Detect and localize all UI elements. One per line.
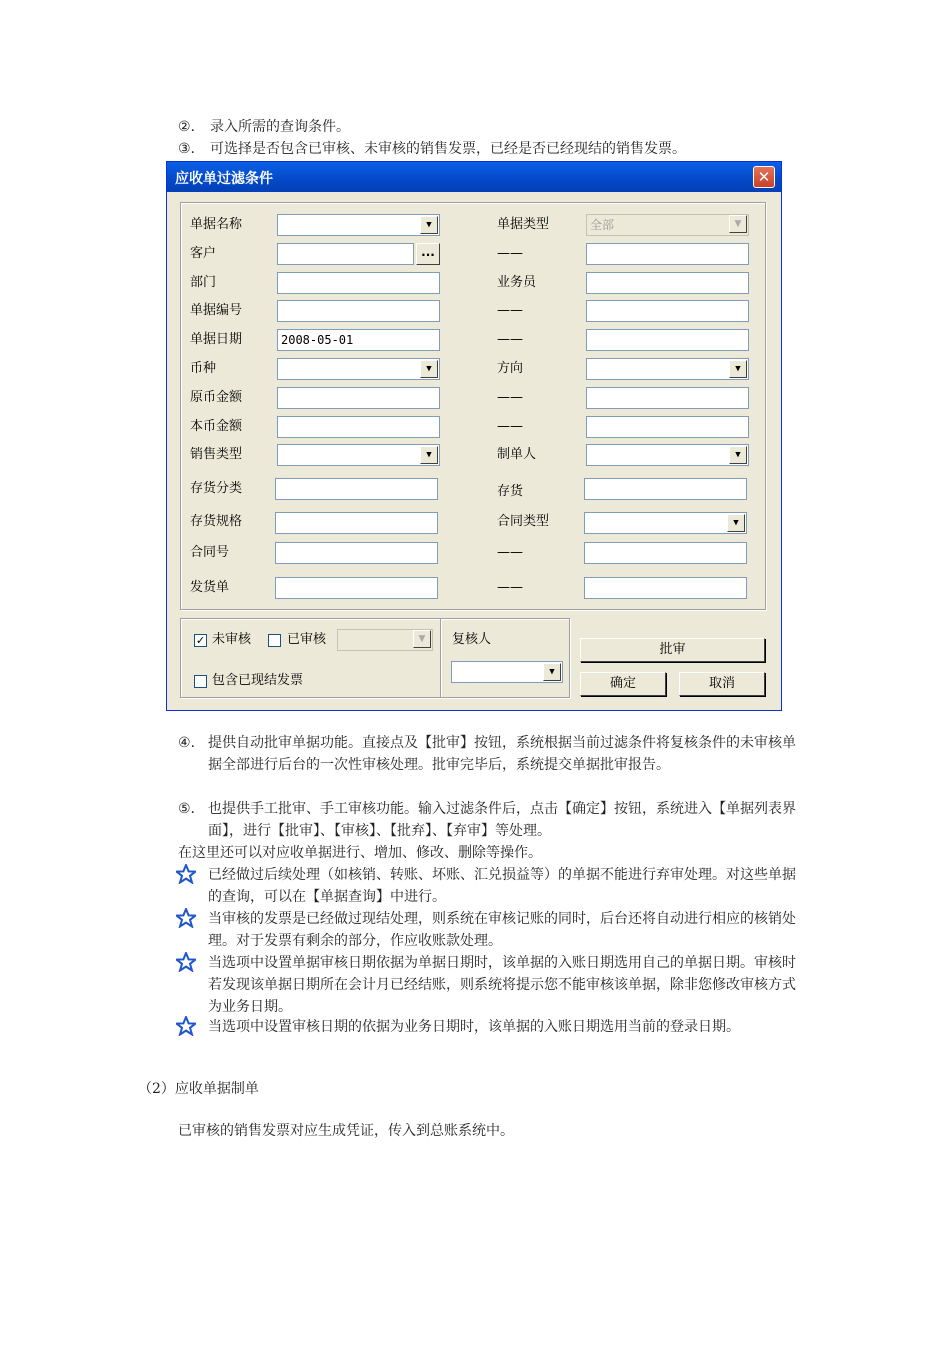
close-button[interactable]: ✕ bbox=[753, 166, 775, 188]
label-inv-spec: 存货规格 bbox=[190, 514, 243, 529]
unaudited-checkbox[interactable]: ✓ bbox=[195, 634, 206, 647]
dash-label: —— bbox=[497, 332, 523, 347]
dash-label: —— bbox=[497, 246, 523, 261]
customer-lookup-button[interactable]: ... bbox=[416, 243, 440, 265]
sales-type-select[interactable] bbox=[277, 444, 440, 466]
dept-input[interactable] bbox=[277, 272, 440, 294]
label-inv-class: 存货分类 bbox=[190, 481, 243, 496]
label-inventory: 存货 bbox=[497, 484, 524, 499]
currency-select[interactable] bbox=[277, 358, 440, 380]
note-2: 当审核的发票是已经做过现结处理，则系统在审核记账的同时，后台还将自动进行相应的核销处理。对于发票有剩余的部分，作应收账款处理。 bbox=[208, 911, 796, 949]
right-input-13[interactable] bbox=[584, 577, 747, 599]
star-icon bbox=[176, 908, 196, 928]
maker-select[interactable] bbox=[586, 444, 749, 466]
filter-dialog bbox=[166, 161, 782, 711]
right-input-8[interactable] bbox=[586, 416, 749, 438]
customer-input[interactable] bbox=[277, 243, 414, 265]
right-input-7[interactable] bbox=[586, 387, 749, 409]
step3-text: 可选择是否包含已审核、未审核的销售发票，已经是否已经现结的销售发票。 bbox=[210, 141, 686, 157]
dialog-titlebar[interactable] bbox=[167, 162, 781, 192]
unaudited-label: 未审核 bbox=[212, 632, 252, 647]
audited-checkbox[interactable] bbox=[268, 634, 281, 647]
note-1: 已经做过后续处理（如核销、转账、坏账、汇兑损益等）的单据不能进行弃审处理。对这些单据的查询，可以在【单据查询】中进行。 bbox=[208, 867, 796, 905]
doc-type-select: 全部 bbox=[586, 214, 749, 236]
star-icon bbox=[176, 952, 196, 972]
dialog-title: 应收单过滤条件 bbox=[175, 171, 273, 187]
batch-audit-button[interactable]: 批审 bbox=[580, 638, 765, 662]
inventory-input[interactable] bbox=[584, 478, 747, 500]
doc-name-select[interactable] bbox=[277, 214, 440, 236]
reviewer-label: 复核人 bbox=[452, 632, 492, 647]
label-doc-date: 单据日期 bbox=[190, 332, 243, 347]
label-sales-type: 销售类型 bbox=[190, 447, 243, 462]
doc-no-input[interactable] bbox=[277, 300, 440, 322]
dash-label: —— bbox=[497, 303, 523, 318]
label-direction: 方向 bbox=[497, 361, 524, 376]
audited-label: 已审核 bbox=[287, 632, 327, 647]
note-3: 当选项中设置单据审核日期依据为单据日期时，该单据的入账日期选用自己的单据日期。审核时若发现该单据日期所在会计月已经结账，则系统将提示您不能审核该单据，除非您修改审核方式为业务日期。 bbox=[208, 955, 796, 1015]
right-input-4[interactable] bbox=[586, 300, 749, 322]
right-input-2[interactable] bbox=[586, 243, 749, 265]
label-maker: 制单人 bbox=[497, 447, 537, 462]
chevron-down-icon[interactable]: ▼ bbox=[543, 663, 561, 681]
ok-button[interactable]: 确定 bbox=[580, 672, 666, 696]
step4-number: ④. bbox=[178, 735, 196, 751]
label-doc-no: 单据编号 bbox=[190, 303, 243, 318]
star-icon bbox=[176, 1016, 196, 1036]
chevron-down-icon[interactable]: ▼ bbox=[727, 514, 745, 532]
contract-type-select[interactable] bbox=[584, 512, 747, 534]
reviewer-select[interactable] bbox=[451, 661, 563, 683]
contract-no-input[interactable] bbox=[275, 542, 438, 564]
label-delivery: 发货单 bbox=[190, 580, 230, 595]
label-dept: 部门 bbox=[190, 275, 217, 290]
salesman-input[interactable] bbox=[586, 272, 749, 294]
chevron-down-icon: ▼ bbox=[729, 215, 747, 233]
chevron-down-icon[interactable]: ▼ bbox=[420, 446, 438, 464]
chevron-down-icon: ▼ bbox=[413, 630, 431, 648]
label-currency: 币种 bbox=[190, 361, 217, 376]
label-local-amount: 本币金额 bbox=[190, 419, 243, 434]
dash-label: —— bbox=[497, 390, 523, 405]
extra-note: 在这里还可以对应收单据进行、增加、修改、删除等操作。 bbox=[178, 845, 542, 861]
label-doc-name: 单据名称 bbox=[190, 217, 243, 232]
chevron-down-icon[interactable]: ▼ bbox=[729, 360, 747, 378]
step5-text: 也提供手工批审、手工审核功能。输入过滤条件后，点击【确定】按钮，系统进入【单据列表界面】，进行【批审】、【审核】、【批弃】、【弃审】等处理。 bbox=[208, 801, 796, 839]
right-input-12[interactable] bbox=[584, 542, 747, 564]
label-contract-no: 合同号 bbox=[190, 545, 230, 560]
label-contract-type: 合同类型 bbox=[497, 514, 550, 529]
include-settled-checkbox[interactable] bbox=[194, 675, 207, 688]
doc-date-input[interactable]: 2008-05-01 bbox=[277, 329, 440, 351]
step4-text: 提供自动批审单据功能。直接点及【批审】按钮，系统根据当前过滤条件将复核条件的未审核单据全部进行后台的一次性审核处理。批审完毕后，系统提交单据批审报告。 bbox=[208, 735, 796, 773]
step3-number: ③. bbox=[178, 141, 196, 157]
section2-body: 已审核的销售发票对应生成凭证，传入到总账系统中。 bbox=[178, 1123, 514, 1139]
label-doc-type: 单据类型 bbox=[497, 217, 550, 232]
delivery-input[interactable] bbox=[275, 577, 438, 599]
right-input-5[interactable] bbox=[586, 329, 749, 351]
dash-label: —— bbox=[497, 580, 523, 595]
direction-select[interactable] bbox=[586, 358, 749, 380]
reviewer-group bbox=[440, 618, 570, 698]
inv-class-input[interactable] bbox=[275, 478, 438, 500]
star-icon bbox=[176, 864, 196, 884]
chevron-down-icon[interactable]: ▼ bbox=[729, 446, 747, 464]
step2-text: 录入所需的查询条件。 bbox=[210, 119, 350, 135]
step5-number: ⑤. bbox=[178, 801, 196, 817]
inv-spec-input[interactable] bbox=[275, 512, 438, 534]
dash-label: —— bbox=[497, 419, 523, 434]
note-4: 当选项中设置审核日期的依据为业务日期时，该单据的入账日期选用当前的登录日期。 bbox=[208, 1019, 740, 1035]
label-salesman: 业务员 bbox=[497, 275, 537, 290]
include-settled-label: 包含已现结发票 bbox=[212, 673, 304, 688]
chevron-down-icon[interactable]: ▼ bbox=[420, 360, 438, 378]
chevron-down-icon[interactable]: ▼ bbox=[420, 216, 438, 234]
label-customer: 客户 bbox=[190, 246, 217, 261]
orig-amount-input[interactable] bbox=[277, 387, 440, 409]
local-amount-input[interactable] bbox=[277, 416, 440, 438]
cancel-button[interactable]: 取消 bbox=[679, 672, 765, 696]
dash-label: —— bbox=[497, 545, 523, 560]
step2-number: ②. bbox=[178, 119, 196, 135]
section2-heading: （2）应收单据制单 bbox=[138, 1081, 259, 1097]
label-orig-amount: 原币金额 bbox=[190, 390, 243, 405]
